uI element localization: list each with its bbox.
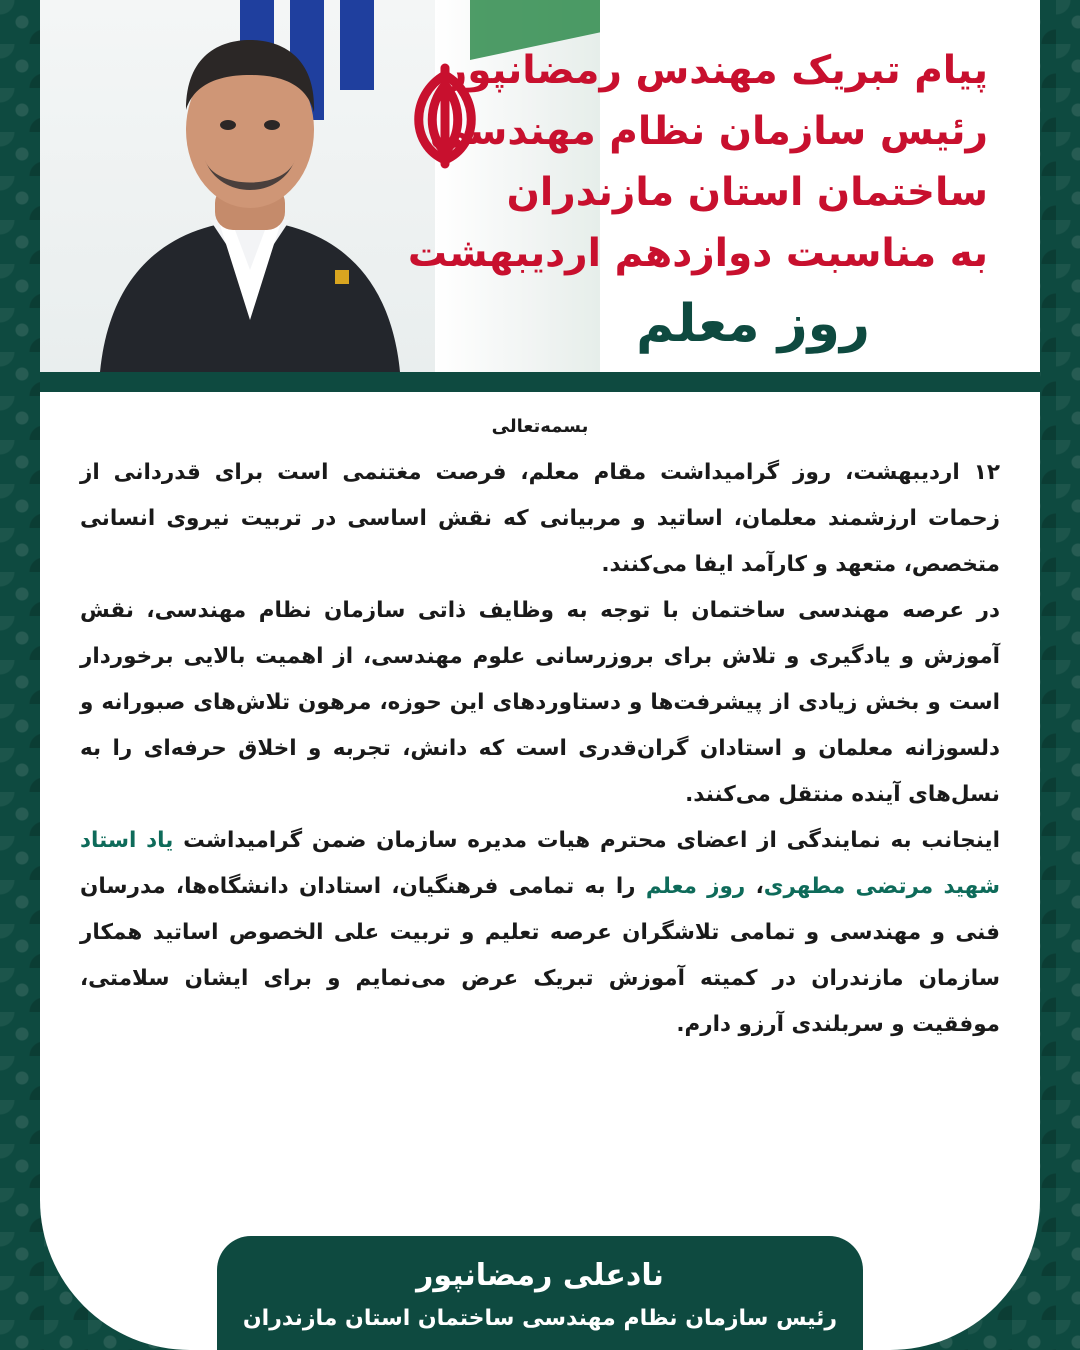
paragraph-3-separator: ، [755,874,764,899]
person-portrait [80,20,420,372]
paragraph-2: در عرصه مهندسی ساختمان با توجه به وظایف ذاتی سازمان نظام مهندسی، نقش آموزش و یادگیری و تلاش برای بروزرسانی علوم مهندسی، از اهمیت بالایی برخوردار است و بخش زیادی از پیشرفت‌ها و دستاوردهای این حوزه، مرهون تلاش‌های صبورانه و دلسوزانه معلمان و استادان گران‌قدری است که دانش، تجربه و اخلاق حرفه‌ای را به نسل‌های آینده منتقل می‌کنند. [80,598,1000,807]
message-content [80,412,1000,1048]
highlight-teacher-day: روز معلم [645,874,746,899]
basmala-heading: بسمه‌تعالی [491,416,589,437]
teacher-day-title: روز معلم [636,294,870,354]
paragraph-3 [80,818,1000,1048]
poster-frame [40,0,1040,1350]
title-line-2: رئیس سازمان نظام مهندسی [429,109,988,154]
title-line-4: به مناسبت دوازدهم اردیبهشت [407,231,988,276]
paragraph-3-intro: اینجانب به نمایندگی از اعضای محترم هیات مدیره سازمان ضمن گرامیداشت [183,828,1000,853]
paragraph-3-rest: را به تمامی فرهنگیان، استادان دانشگاه‌ها، مدرسان فنی و مهندسی و تمامی تلاشگران عرصه تعلیم و تربیت علی الخصوص اساتید همکار سازمان مازندران در کمیته آموزش تبریک عرض می‌نمایم و برای ایشان سلامتی، موفقیت و سربلندی آرزو دارم. [80,874,1000,1037]
message-card [40,392,1040,1350]
title-block [407,40,988,362]
signer-title: رئیس سازمان نظام مهندسی ساختمان استان مازندران [242,1306,838,1331]
signer-name: نادعلی رمضانپور [416,1258,664,1293]
title-line-3: ساختمان استان مازندران [506,170,988,215]
header-divider [40,372,1040,392]
highlight-motahari: یاد استاد شهید مرتضی مطهری [80,828,1000,899]
signature-box [217,1236,863,1350]
title-line-1: پیام تبریک مهندس رمضانپور [444,48,988,93]
paragraph-1: ۱۲ اردیبهشت، روز گرامیداشت مقام معلم، فرصت مغتنمی است برای قدردانی از زحمات ارزشمند معلمان، اساتید و مربیانی که نقش اساسی در تربیت نیروی انسانی متخصص، متعهد و کارآمد ایفا می‌کنند. [80,460,1000,577]
header-banner [40,0,1040,372]
